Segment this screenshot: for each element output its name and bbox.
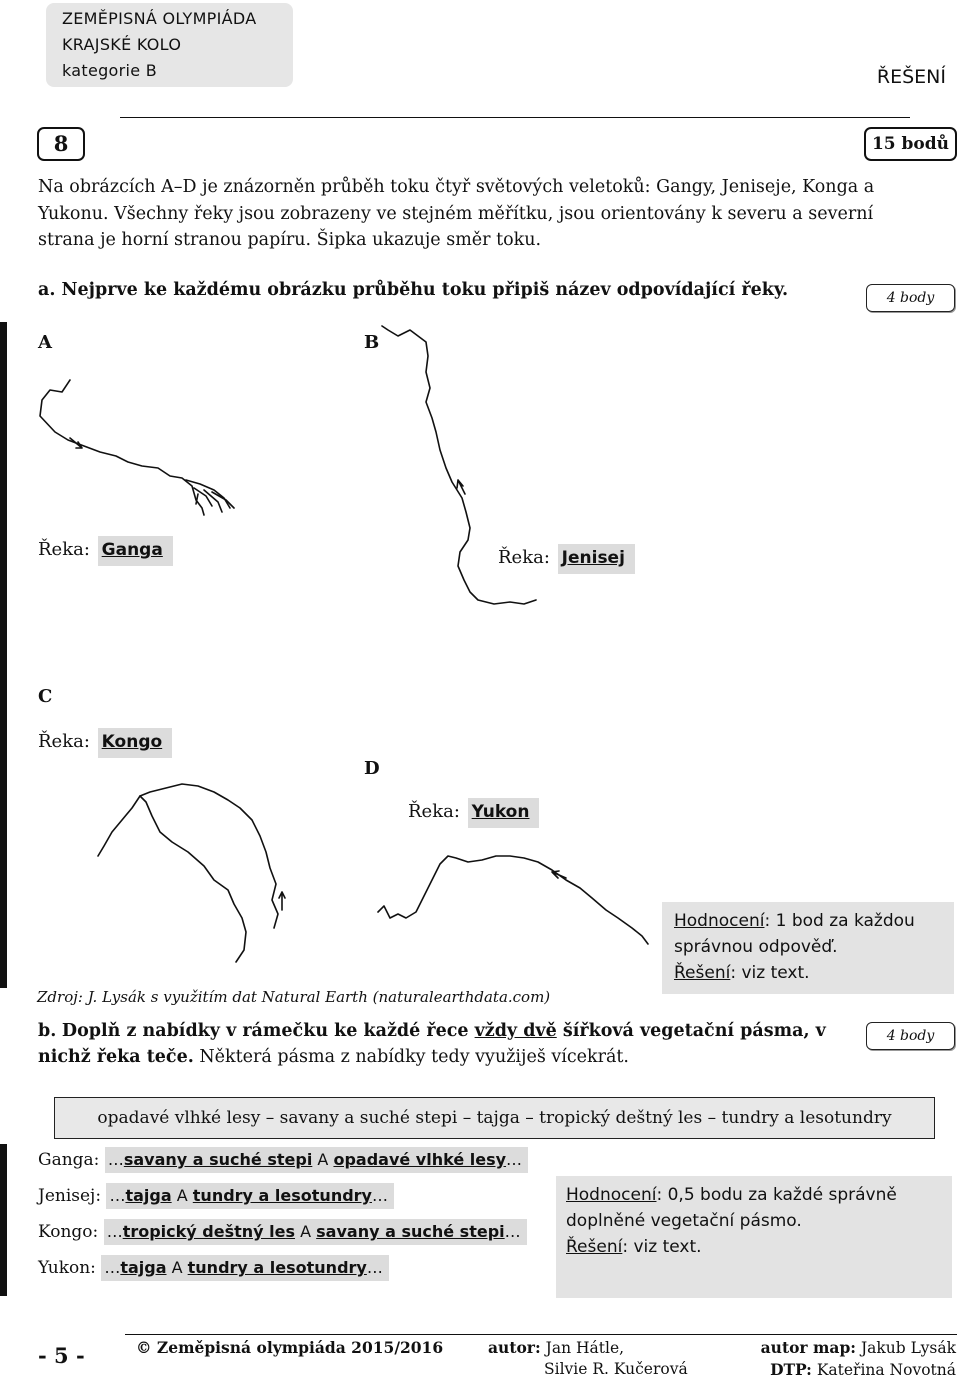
river-prefix-c: Řeka: xyxy=(38,731,90,752)
river-answer-a: Ganga xyxy=(98,536,173,566)
zone-1-jenisej: tajga xyxy=(125,1186,172,1205)
row-fill-kongo: …tropický deštný les A savany a suché stepi… xyxy=(104,1219,527,1245)
zone-1-yukon: tajga xyxy=(120,1258,167,1277)
question-a-prefix: a. xyxy=(38,280,56,300)
river-answer-d: Yukon xyxy=(468,798,540,828)
zone-1-kongo: tropický deštný les xyxy=(122,1222,296,1241)
river-map-kongo xyxy=(98,784,285,962)
panel-letter-c: C xyxy=(38,686,53,707)
question-b-underlined: vždy dvě xyxy=(474,1021,557,1041)
question-b-prefix: b. xyxy=(38,1021,57,1041)
row-fill-yukon: …tajga A tundry a lesotundry… xyxy=(101,1255,389,1281)
river-label-d xyxy=(408,798,539,828)
side-bar-b xyxy=(0,1144,7,1296)
question-b xyxy=(38,1018,848,1070)
row-label-yukon: Yukon: xyxy=(38,1258,96,1278)
row-label-jenisej: Jenisej: xyxy=(38,1186,102,1206)
solution-text-b: : viz text. xyxy=(622,1237,702,1257)
panel-letter-a: A xyxy=(38,332,52,353)
scoring-box-a xyxy=(662,902,954,994)
maps-author: Jakub Lysák xyxy=(860,1339,956,1357)
points-badge-b: 4 body xyxy=(866,1022,955,1050)
task-number: 8 xyxy=(37,127,85,161)
author-1: Jan Hátle, xyxy=(545,1339,625,1357)
footer-maps xyxy=(761,1338,956,1357)
river-map-ganga xyxy=(40,380,234,515)
task-intro: Na obrázcích A–D je znázorněn průběh toku čtyř světových veletoků: Gangy, Jeniseje, Konga a Yukonu. Všechny řeky jsou zobrazeny ve stejném měřítku, jsou orientovány k severu a severní strana je horní stranou papíru. Šipka ukazuje směr toku. xyxy=(38,177,875,250)
question-b-bold: Doplň z nabídky v rámečku ke každé řece xyxy=(61,1021,475,1041)
river-answer-b: Jenisej xyxy=(558,544,635,574)
row-fill-ganga: …savany a suché stepi A opadavé vlhké lesy… xyxy=(105,1147,528,1173)
question-b-bold2: šířková vegetační pásma, v nichž řeka teče. xyxy=(38,1021,826,1067)
answer-row-yukon xyxy=(38,1252,389,1284)
scoring-box-b xyxy=(556,1176,952,1298)
map-source: Zdroj: J. Lysák s využitím dat Natural Earth (naturalearthdata.com) xyxy=(37,988,551,1006)
river-prefix-a: Řeka: xyxy=(38,539,90,560)
zone-1-ganga: savany a suché stepi xyxy=(123,1150,313,1169)
question-b-rest: Některá pásma z nabídky tedy využiješ vícekrát. xyxy=(193,1047,629,1067)
olympiad-title: ZEMĚPISNÁ OLYMPIÁDA xyxy=(62,9,257,28)
zone-2-ganga: opadavé vlhké lesy xyxy=(333,1150,507,1169)
answer-row-jenisej xyxy=(38,1180,394,1212)
zone-2-jenisej: tundry a lesotundry xyxy=(192,1186,372,1205)
answer-row-ganga xyxy=(38,1144,528,1176)
footer-copyright: © Zeměpisná olympiáda 2015/2016 xyxy=(136,1338,444,1357)
author-2: Silvie R. Kučerová xyxy=(544,1360,688,1378)
question-a-text: Nejprve ke každému obrázku průběhu toku připiš název odpovídající řeky. xyxy=(61,280,789,300)
task-points: 15 bodů xyxy=(864,127,957,161)
footer-authors xyxy=(488,1338,624,1357)
solution-text-a: : viz text. xyxy=(730,963,810,983)
footer-divider xyxy=(125,1334,957,1335)
answer-row-kongo xyxy=(38,1216,527,1248)
river-label-b xyxy=(498,544,635,574)
dtp-label: DTP: xyxy=(770,1360,812,1379)
solution-label-a: Řešení xyxy=(674,963,731,983)
round-title: KRAJSKÉ KOLO xyxy=(62,35,182,54)
category-title: kategorie B xyxy=(62,61,158,80)
maps-label: autor map: xyxy=(760,1338,857,1357)
river-prefix-b: Řeka: xyxy=(498,547,550,568)
row-label-ganga: Ganga: xyxy=(38,1150,100,1170)
vegetation-options-box: opadavé vlhké lesy – savany a suché stepi – tajga – tropický deštný les – tundry a lesotundry xyxy=(54,1097,935,1139)
scoring-label-a: Hodnocení xyxy=(674,911,765,931)
zone-2-yukon: tundry a lesotundry xyxy=(187,1258,367,1277)
question-a xyxy=(38,280,788,300)
river-answer-c: Kongo xyxy=(98,728,173,758)
dtp-author: Kateřina Novotná xyxy=(816,1361,956,1379)
river-maps xyxy=(0,320,660,970)
header-divider xyxy=(120,117,910,118)
solution-heading: ŘEŠENÍ xyxy=(876,66,946,88)
zone-2-kongo: savany a suché stepi xyxy=(316,1222,505,1241)
row-fill-jenisej: …tajga A tundry a lesotundry… xyxy=(106,1183,394,1209)
page-number: - 5 - xyxy=(38,1343,85,1368)
footer-dtp xyxy=(770,1360,956,1379)
panel-letter-b: B xyxy=(364,332,380,353)
row-label-kongo: Kongo: xyxy=(38,1222,99,1242)
solution-label-b: Řešení xyxy=(566,1237,623,1257)
panel-letter-d: D xyxy=(364,758,380,779)
river-map-yukon xyxy=(378,856,648,944)
river-label-a xyxy=(38,536,173,566)
author-label: autor: xyxy=(488,1338,541,1357)
header-box xyxy=(46,3,293,87)
scoring-label-b: Hodnocení xyxy=(566,1185,657,1205)
river-label-c xyxy=(38,728,172,758)
scoring-text-a: : 1 bod za každou správnou odpověď. xyxy=(674,911,915,957)
points-badge-a: 4 body xyxy=(866,284,955,312)
scoring-text-b: : 0,5 bodu za každé správně doplněné vegetační pásmo. xyxy=(566,1185,897,1231)
river-prefix-d: Řeka: xyxy=(408,801,460,822)
